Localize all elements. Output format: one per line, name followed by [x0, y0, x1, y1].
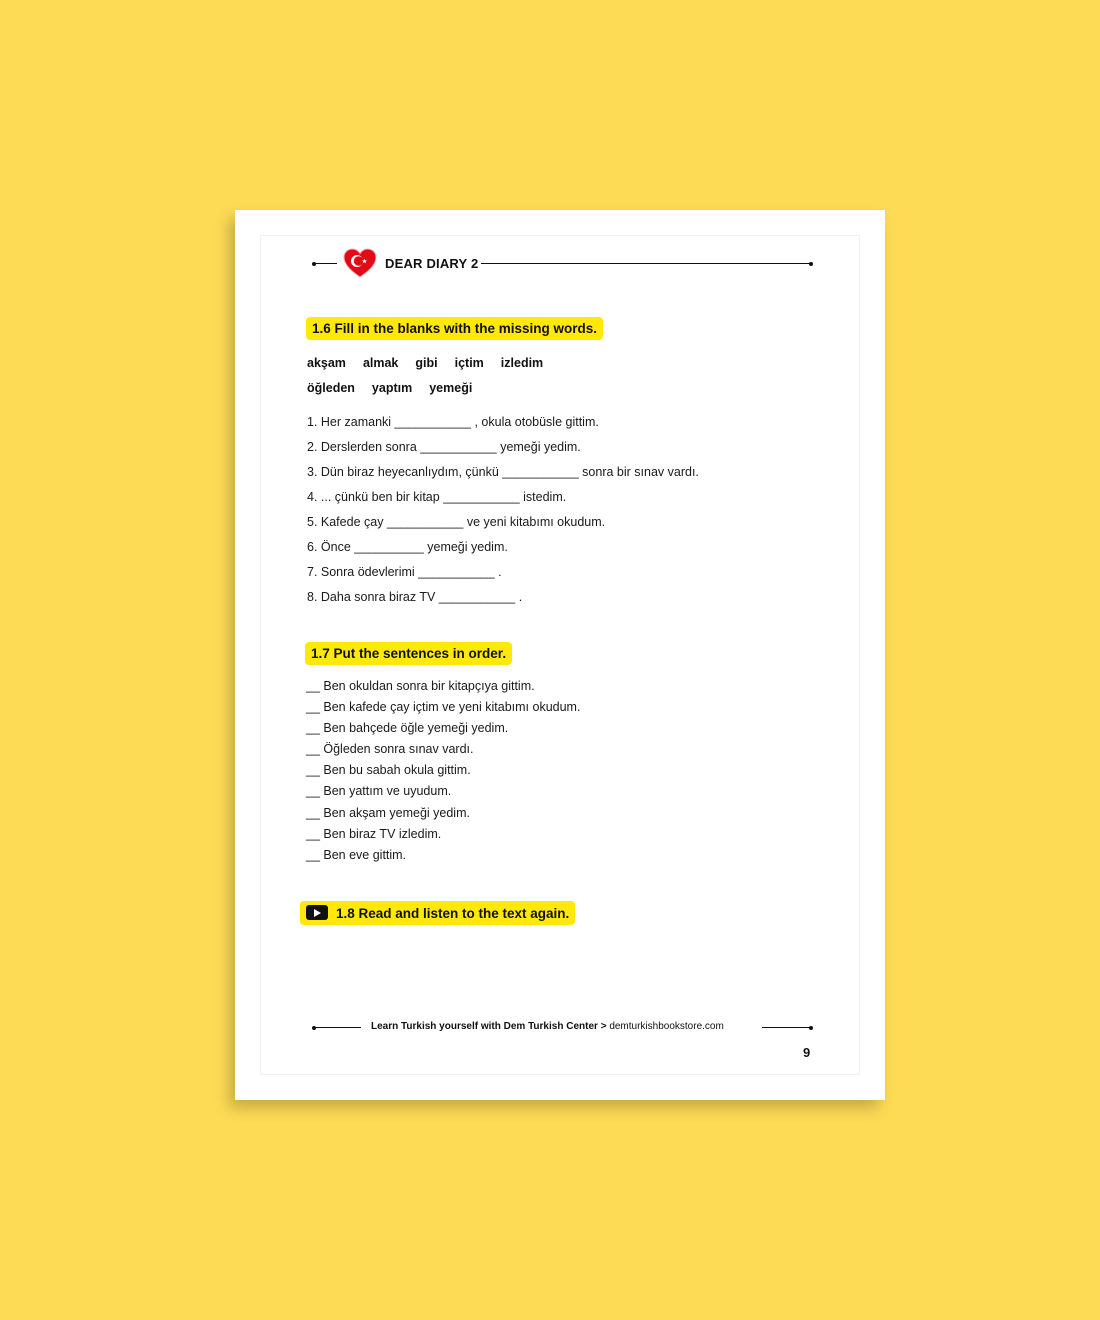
word-bank-item: yemeği: [429, 381, 473, 395]
order-sentence: __ Ben eve gittim.: [306, 848, 407, 862]
word-bank-item: izledim: [500, 356, 544, 370]
fill-blank-sentence: 7. Sonra ödevlerimi ___________ .: [307, 565, 502, 579]
fill-blank-sentence: 6. Önce __________ yemeği yedim.: [307, 540, 508, 554]
header-divider-left: [313, 263, 337, 264]
word-bank-item: öğleden: [307, 381, 355, 395]
fill-blank-sentence: 3. Dün biraz heyecanlıydım, çünkü ___________ sonra bir sınav vardı.: [307, 465, 699, 479]
footer-credit-text: Learn Turkish yourself with Dem Turkish Center: [371, 1021, 598, 1032]
page-number: 9: [803, 1045, 811, 1060]
page-header-title: DEAR DIARY 2: [385, 256, 479, 271]
footer-divider-left: [314, 1027, 361, 1028]
fill-blank-sentence: 2. Derslerden sonra ___________ yemeği yedim.: [307, 440, 581, 454]
order-sentence: __ Ben bu sabah okula gittim.: [306, 763, 471, 777]
fill-blank-sentence: 5. Kafede çay ___________ ve yeni kitabımı okudum.: [307, 515, 606, 529]
order-sentence: __ Ben kafede çay içtim ve yeni kitabımı okudum.: [306, 700, 581, 714]
exercise-1-7-heading: 1.7 Put the sentences in order.: [305, 642, 512, 665]
worksheet-page: [235, 210, 885, 1100]
order-sentence: __ Ben akşam yemeği yedim.: [306, 806, 470, 820]
exercise-1-6-heading: 1.6 Fill in the blanks with the missing words.: [306, 317, 603, 340]
word-bank-item: akşam: [307, 356, 346, 370]
fill-blank-sentence: 8. Daha sonra biraz TV ___________ .: [307, 590, 523, 604]
footer-line-dot-right: [809, 1026, 813, 1030]
order-sentence: __ Ben yattım ve uyudum.: [306, 784, 452, 798]
word-bank-item: almak: [362, 356, 399, 370]
order-sentence: __ Ben okuldan sonra bir kitapçıya gittim.: [306, 679, 535, 693]
word-bank-item: yaptım: [371, 381, 413, 395]
header-divider-right: [481, 263, 811, 264]
word-bank-row-1: [307, 356, 560, 370]
turkish-flag-heart-icon: [343, 248, 377, 278]
word-bank-item: gibi: [415, 356, 438, 370]
footer-separator: >: [600, 1021, 607, 1032]
footer-url-link[interactable]: demturkishbookstore.com: [609, 1021, 724, 1032]
exercise-1-8-label: 1.8 Read and listen to the text again.: [336, 906, 570, 921]
header-line-dot-right: [809, 262, 813, 266]
footer-divider-right: [762, 1027, 811, 1028]
fill-blank-sentence: 1. Her zamanki ___________ , okula otobüsle gittim.: [307, 415, 599, 429]
word-bank-item: içtim: [454, 356, 484, 370]
play-icon[interactable]: [306, 905, 328, 920]
word-bank-row-2: [307, 381, 489, 395]
footer-credit: [371, 1021, 724, 1032]
fill-blank-sentence: 4. ... çünkü ben bir kitap ___________ istedim.: [307, 490, 567, 504]
order-sentence: __ Ben biraz TV izledim.: [306, 827, 442, 841]
order-sentence: __ Öğleden sonra sınav vardı.: [306, 742, 474, 756]
exercise-1-8-heading: [300, 901, 575, 925]
order-sentence: __ Ben bahçede öğle yemeği yedim.: [306, 721, 509, 735]
